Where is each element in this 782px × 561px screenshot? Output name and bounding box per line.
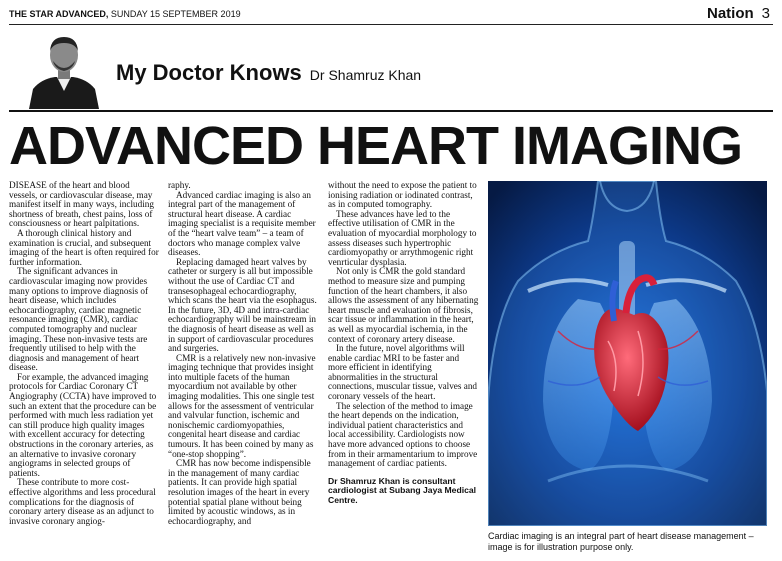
section-name: Nation [706, 5, 754, 22]
article-paragraph: CMR is a relatively new non-invasive imaging technique that provides insight into multiple facets of the human myocardium not available by other imaging modalities. This one single test allows for the assessment of ventricular and valvular function, ischemic and nonischemic cardiomyopathies, congenital heart disease and cardiac tumours. It has been coined by many as “one-stop shopping”. [168, 352, 316, 459]
article-paragraph: In the future, novel algorithms will enable cardiac MRI to be faster and more efficient in identifying abnormalities in the structural connections, muscular tissue, valves and coronary vessels of the heart. [328, 343, 478, 402]
photo-caption: Cardiac imaging is an integral part of heart disease management – image is for illustration purpose only. [488, 531, 754, 552]
column-header [116, 60, 421, 86]
headline: ADVANCED HEART IMAGING [9, 116, 742, 176]
page-number: 3 [761, 5, 770, 22]
column-author: Dr Shamruz Khan [309, 67, 422, 83]
article-paragraph: The significant advances in cardiovascular imaging now provides many options to improve diagnosis of heart disease, which includes echocardiography, cardiac magnetic resonance imaging (CMR), cardiac computed tomography and nuclear imaging. These non-invasive tests are frequently utilised to help with the diagnosis and management of heart disease. [9, 266, 149, 373]
article-paragraph: The selection of the method to image the heart depends on the indication, individual patient characteristics and local accessibility. Cardiologists now have more advanced options to choose from in their armamentarium to improve management of cardiac patients. [328, 400, 478, 469]
article-paragraph: raphy. [168, 180, 191, 190]
article-column-2 [168, 181, 319, 526]
article-paragraph: CMR has now become indispensible in the management of many cardiac patients. It can provide high spatial resolution images of the heart in every potential spatial plane without being limited by acoustic windows, as in echocardiography, and [168, 458, 311, 526]
article-paragraph: DISEASE of the heart and blood vessels, or cardiovascular disease, may manifest itself in many ways, including shortness of breath, chest pains, loss of consciousness or heart palpitations. [9, 180, 154, 229]
article-paragraph: These contribute to more cost-effective algorithms and less procedural complications for the diagnosis of coronary artery disease as an adjunct to invasive coronary angiog- [9, 477, 156, 526]
article-paragraph: without the need to expose the patient to ionising radiation or iodinated contrast, as in computed tomography. [328, 180, 477, 210]
article-paragraph: Not only is CMR the gold standard method to measure size and pumping function of the heart chambers, it also allows the assessment of any hibernating heart muscle and evaluation of fibrosis, scar tissue or inflammation in the heart, as well as myocardial ischemia, in the context of coronary artery disease. [328, 266, 479, 344]
header-rule [9, 110, 773, 112]
masthead-section [707, 5, 770, 22]
publication-name: THE STAR ADVANCED, [9, 9, 109, 19]
publication-date: SUNDAY 15 SEPTEMBER 2019 [110, 9, 241, 19]
heart-illustration [488, 181, 767, 526]
top-rule [9, 24, 773, 25]
article-paragraph: A thorough clinical history and examination is crucial, and subsequent imaging of the heart is often required for further information. [9, 227, 159, 267]
article-paragraph: Replacing damaged heart valves by catheter or surgery is all but impossible without the use of Cardiac CT and transesophageal echocardiography, which scans the heart via the esophagus. In the future, 3D, 4D and intra-cardiac echocardiography will be mainstream in the diagnosis of heart disease as well as in support of cardiovascular procedures and surgeries. [168, 256, 317, 354]
article-column-1 [9, 181, 160, 526]
article-paragraph: For example, the advanced imaging protocols for Cardiac Coronary CT Angiography (CCTA) have improved to such an extent that the procedure can be performed with much less radiation yet can still produce high quality images with excellent accuracy for detecting obstructions in the coronary arteries, as an alternative to invasive coronary angiograms in selected groups of patients. [9, 371, 157, 478]
article-column-3 [328, 181, 480, 506]
masthead-publication-date [9, 9, 241, 19]
author-signature: Dr Shamruz Khan is consultant cardiologist at Subang Jaya Medical Centre. [328, 475, 477, 505]
column-title: My Doctor Knows [116, 60, 302, 85]
article-paragraph: These advances have led to the effective utilisation of CMR in the evaluation of myocardial morphology to assess diseases such hypertrophic cardiomyopathy or arrythmogenic right venrticular dysplasia. [328, 208, 477, 267]
author-avatar [27, 29, 101, 109]
article-paragraph: Advanced cardiac imaging is also an integral part of the management of structural heart disease. A cardiac imaging specialist is a requisite member of the “heart valve team” – a team of doctors who manage complex valve diseases. [168, 189, 316, 258]
